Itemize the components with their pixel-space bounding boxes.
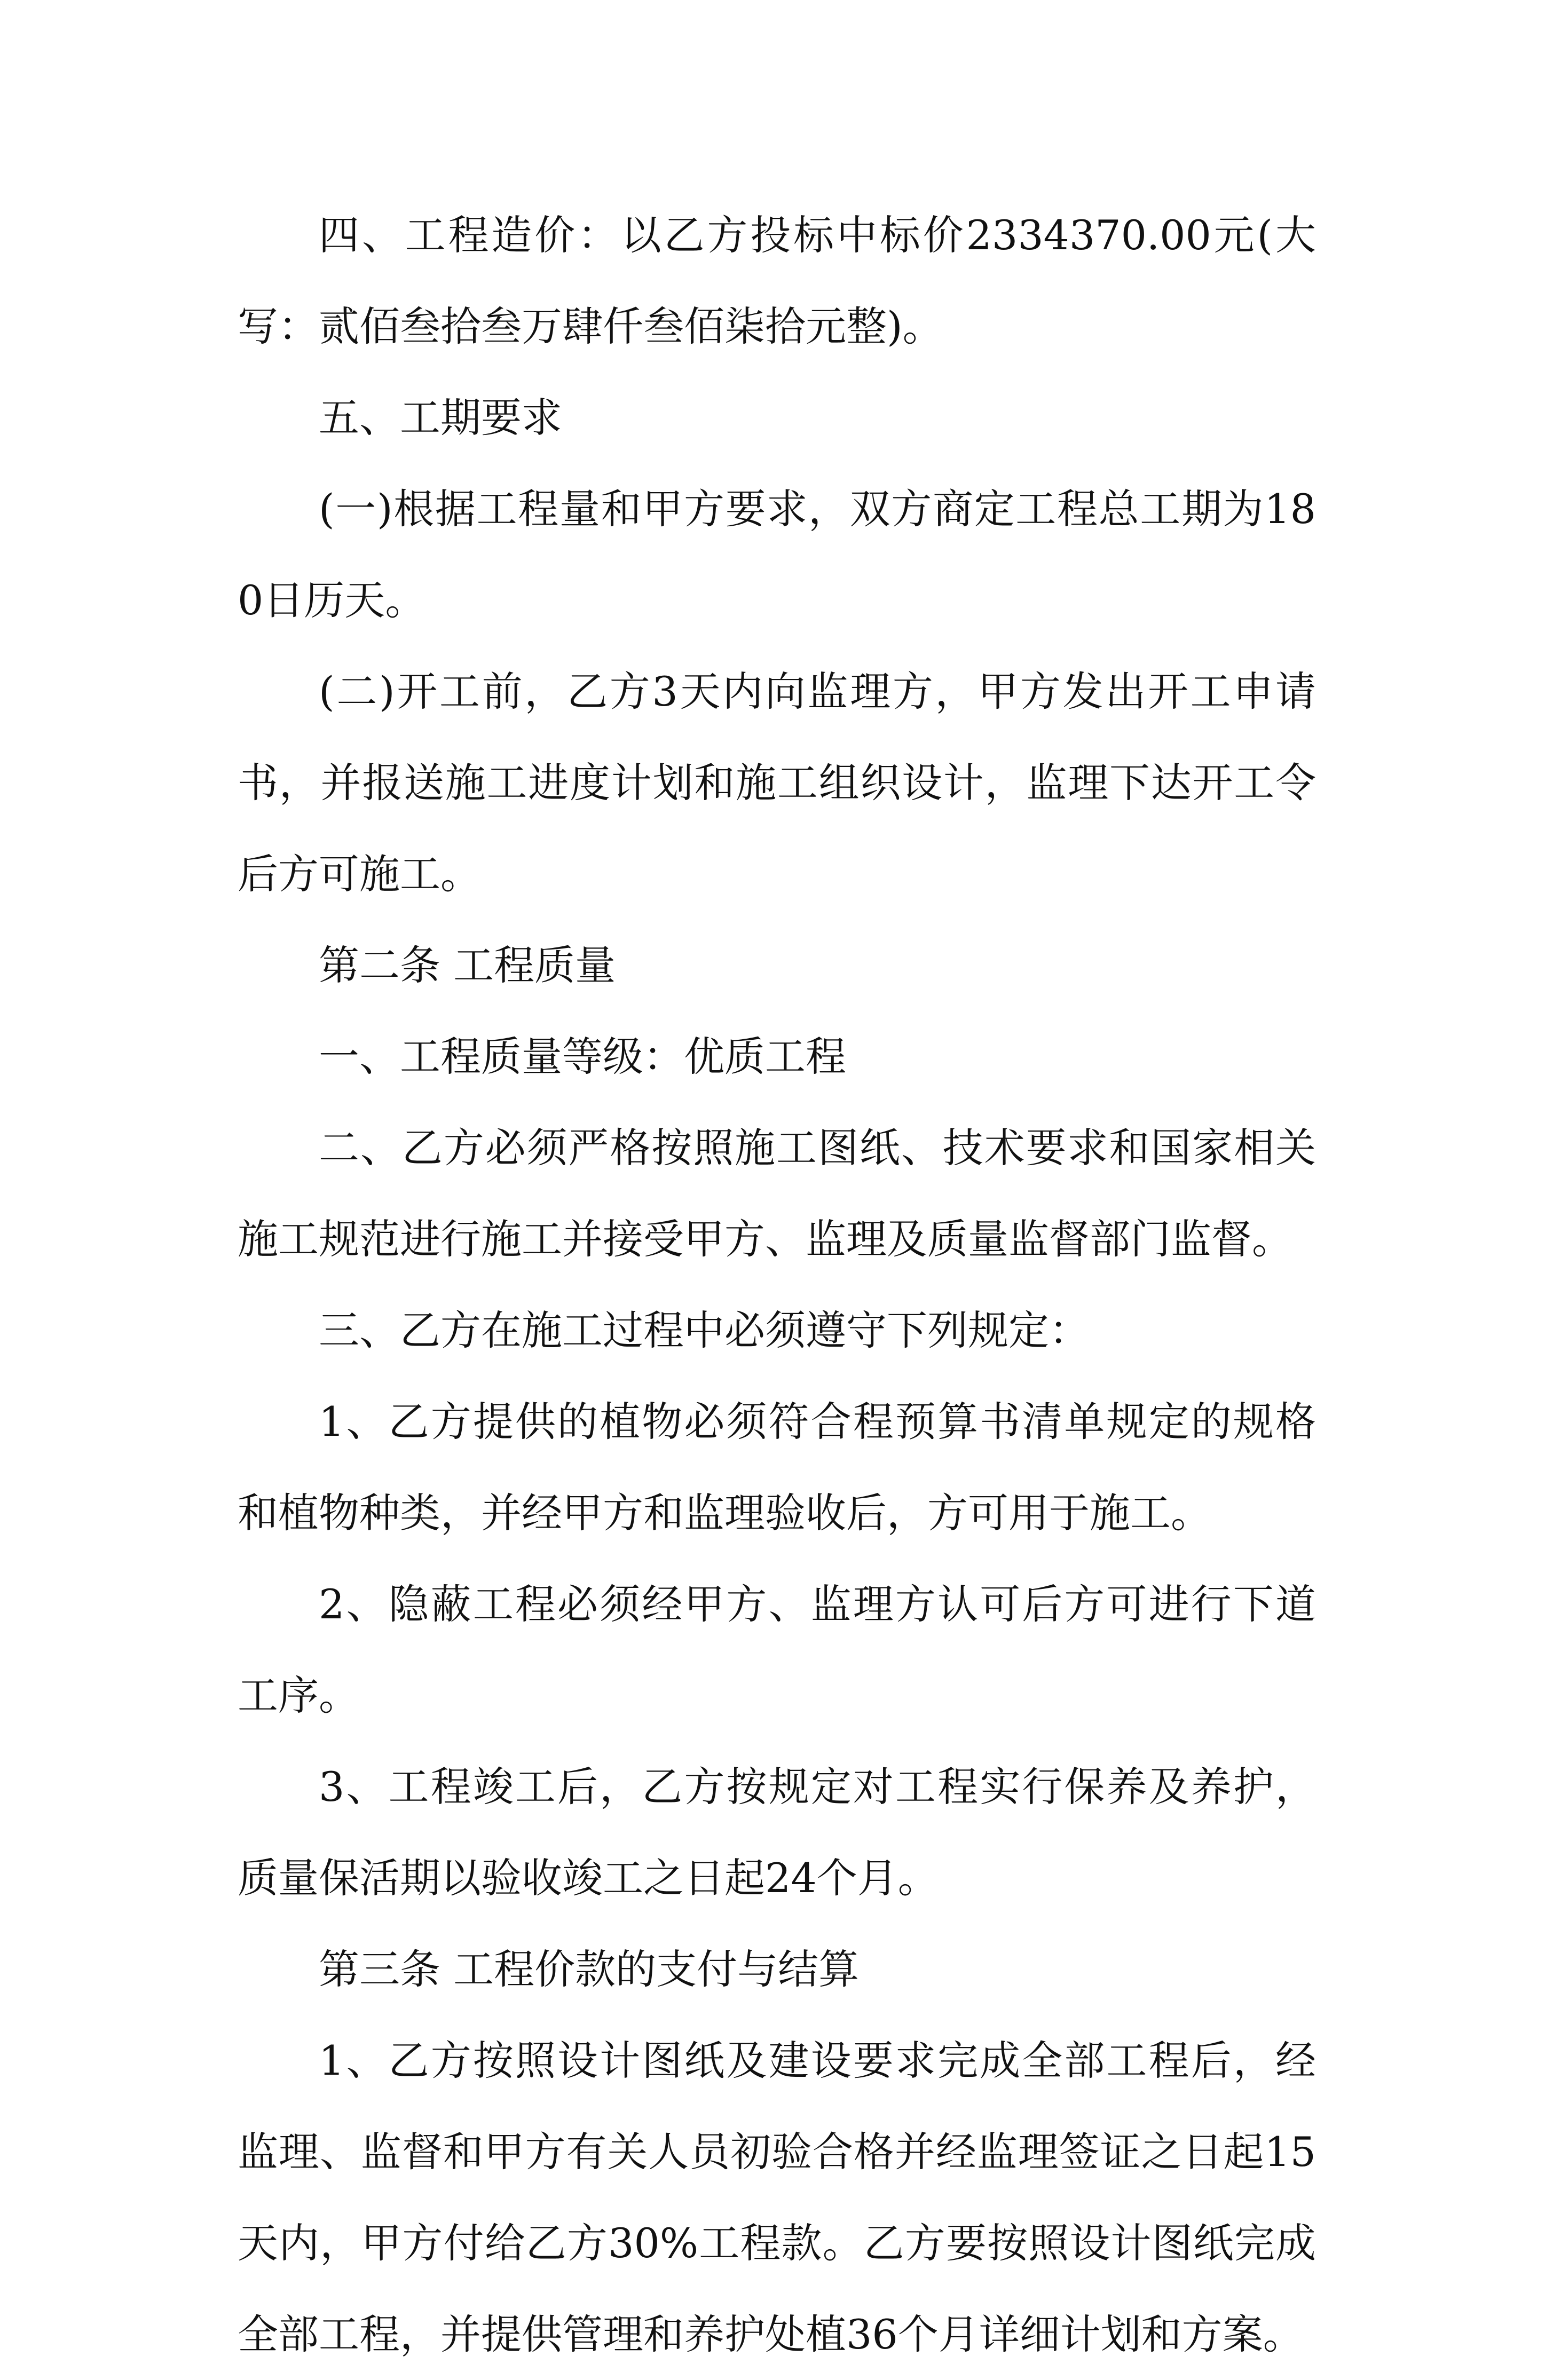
paragraph-maintenance-period: 3、工程竣工后，乙方按规定对工程实行保养及养护，质量保活期以验收竣工之日起24个月。 (238, 1763, 1316, 1902)
document-body (238, 189, 1316, 2380)
paragraph-quality-grade: 一、工程质量等级：优质工程 (319, 1033, 846, 1080)
section-heading-quality: 第二条 工程质量 (319, 942, 616, 989)
paragraph-plant-requirements: 1、乙方提供的植物必须符合程预算书清单规定的规格和植物种类，并经甲方和监理验收后，方可用于施工。 (238, 1398, 1316, 1537)
paragraph-regulations-intro: 三、乙方在施工过程中必须遵守下列规定： (319, 1307, 1090, 1354)
section-heading-payment: 第三条 工程价款的支付与结算 (319, 1946, 860, 1993)
paragraph-start-work-application: (二)开工前，乙方3天内向监理方，甲方发出开工申请书，并报送施工进度计划和施工组织设计，监理下达开工令后方可施工。 (238, 668, 1316, 898)
paragraph-concealed-work: 2、隐蔽工程必须经甲方、监理方认可后方可进行下道工序。 (238, 1580, 1316, 1719)
paragraph-payment-terms: 1、乙方按照设计图纸及建设要求完成全部工程后，经监理、监督和甲方有关人员初验合格并经监理签证之日起15天内，甲方付给乙方30%工程款。乙方要按照设计图纸完成全部工程，并提供管理和养护处植36个月详细计划和方案。 (238, 2037, 1316, 2358)
paragraph-project-cost: 四、工程造价：以乙方投标中标价2334370.00元(大写：贰佰叁拾叁万肆仟叁佰柒拾元整)。 (238, 211, 1316, 350)
paragraph-schedule-heading: 五、工期要求 (319, 394, 562, 441)
paragraph-construction-standards: 二、乙方必须严格按照施工图纸、技术要求和国家相关施工规范进行施工并接受甲方、监理及质量监督部门监督。 (238, 1124, 1316, 1263)
paragraph-schedule-total-duration: (一)根据工程量和甲方要求，双方商定工程总工期为180日历天。 (238, 485, 1316, 624)
